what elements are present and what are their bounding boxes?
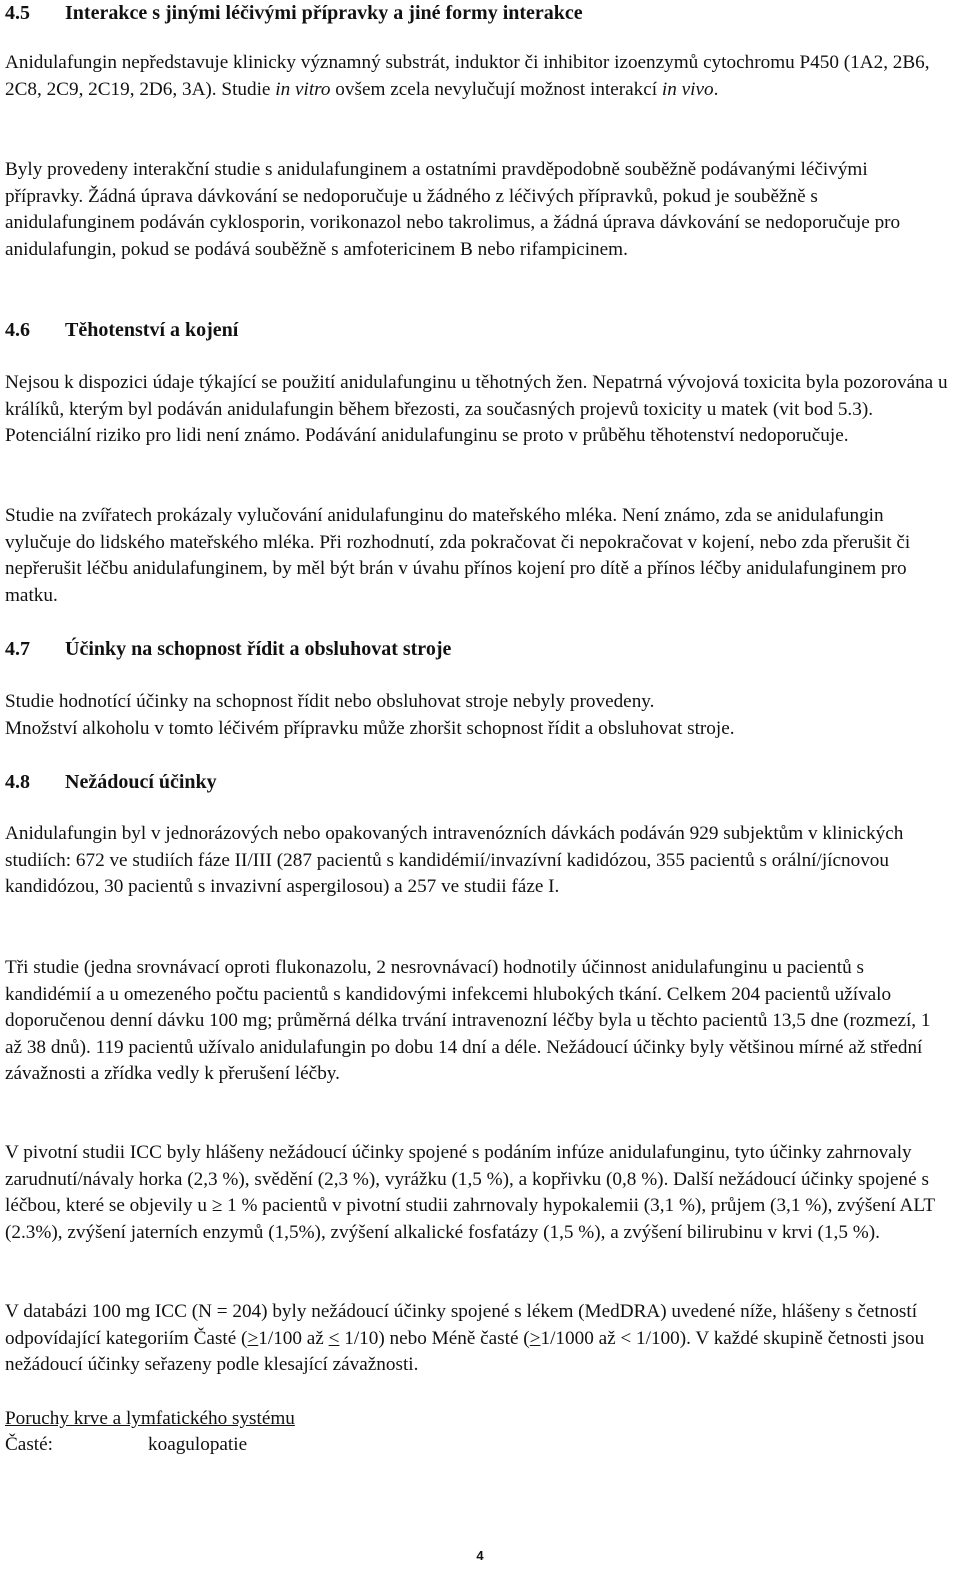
text-run: 1 % pacientů v pivotní studii zahrnovaly hypokalemii (3,1 %), průjem (3,1 %), zvýšení ALT (2.3%), zvýšení jaterních enzymů (1,5%), zvýšení alkalické fosfatázy (1,5 %), a zvýšení bilirubinu v krvi (1,5 %). — [5, 1195, 935, 1243]
paragraph-4-8-1: Anidulafungin byl v jednorázových nebo opakovaných intravenózních dávkách podáván 929 subjektům v klinických studiích: 672 ve studiích fáze II/III (287 pacientů s kandidémií/invazívní kadidózou, 355 pacientů s orální/jícnovou kandidózou, 30 pacientů s invazivní aspergilosou) a 257 ve studii fáze I. — [5, 823, 904, 897]
symbol: > — [529, 1327, 541, 1349]
section-heading-4-7 — [5, 636, 451, 662]
soc-title: Poruchy krve a lymfatického systému — [5, 1408, 295, 1429]
paragraph-4-8-4 — [5, 1299, 950, 1379]
section-title: Těhotenství a kojení — [65, 319, 239, 341]
section-title: Nežádoucí účinky — [65, 771, 217, 793]
symbol: > — [247, 1327, 259, 1349]
section-title: Účinky na schopnost řídit a obsluhovat stroje — [65, 638, 452, 660]
text-line: Studie hodnotící účinky na schopnost řídit nebo obsluhovat stroje nebyly provedeny. — [5, 691, 655, 712]
text-run: V databázi 100 mg ICC (N = 204) byly nežádoucí účinky spojené s lékem (MedDRA) uvedené níže, hlášeny s četností odpovídající kategoriím Časté ( — [5, 1301, 918, 1349]
text-run: 1/10) nebo Méně časté ( — [339, 1327, 530, 1349]
text-run: 1/1000 až < 1/100). V každé skupině četnosti jsou nežádoucí účinky seřazeny podle klesající závažnosti. — [5, 1327, 925, 1375]
paragraph-4-7-1 — [5, 689, 735, 742]
text-run: . — [713, 78, 719, 100]
section-heading-4-6 — [5, 317, 238, 343]
symbol: ≥ — [211, 1195, 223, 1216]
paragraph-4-5-1 — [5, 50, 950, 103]
text-run: 1/100 až — [258, 1327, 329, 1349]
text-run: Anidulafungin nepředstavuje klinicky významný substrát, induktor či inhibitor izoenzymů cytochromu P450 (1A2, 2B6, 2C8, 2C9, 2C19, 2D6, 3A). Studie — [5, 52, 930, 100]
section-number: 4.6 — [5, 319, 30, 341]
section-number: 4.5 — [5, 2, 30, 24]
italic-term: in vivo — [661, 78, 714, 100]
text-run: ovšem zcela nevylučují možnost interakcí — [330, 78, 662, 100]
paragraph-4-8-3 — [5, 1140, 950, 1246]
frequency-value: koagulopatie — [148, 1434, 248, 1455]
paragraph-4-5-2: Byly provedeny interakční studie s anidulafunginem a ostatními pravděpodobně souběžně podávanými léčivými přípravky. Žádná úprava dávkování se nedoporučuje u žádného z léčivých přípravků, pokud je souběžně s anidulafunginem podáván cyklosporin, vorikonazol nebo takrolimus, a žádná úprava dávkování se nedoporučuje pro anidulafungin, pokud se podává souběžně s amfotericinem B nebo rifampicinem. — [5, 159, 901, 260]
symbol: < — [328, 1327, 340, 1349]
paragraph-4-6-1: Nejsou k dispozici údaje týkající se použití anidulafunginu u těhotných žen. Nepatrná vývojová toxicita byla pozorována u králíků, kterým byl podáván anidulafungin během březosti, za současných projevů toxicity u matek (vit bod 5.3). Potenciální riziko pro lidi není známo. Podávání anidulafunginu se proto v průběhu těhotenství nedoporučuje. — [5, 372, 948, 446]
paragraph-4-6-2: Studie na zvířatech prokázaly vylučování anidulafunginu do mateřského mléka. Není známo, zda se anidulafungin vylučuje do lidského mateřského mléka. Při rozhodnutí, zda pokračovat či nepokračovat v kojení, nebo zda přerušit či nepřerušit léčbu anidulafunginem, by měl být brán v úvahu přínos kojení pro dítě a přínos léčby anidulafunginem pro matku. — [5, 505, 911, 606]
paragraph-4-8-2: Tři studie (jedna srovnávací oproti flukonazolu, 2 nesrovnávací) hodnotily účinnost anidulafunginu u pacientů s kandidémií a u omezeného počtu pacientů s kandidovými infekcemi hlubokých tkání. Celkem 204 pacientů užívalo doporučenou denní dávku 100 mg; průměrná délka trvání intravenozní léčby byla u těchto pacientů 13,5 dne (rozmezí, 1 až 38 dnů). 119 pacientů užívalo anidulafungin po dobu 14 dní a déle. Nežádoucí účinky byly většinou mírné až střední závažnosti a zřídka vedly k přerušení léčby. — [5, 957, 931, 1084]
text-run: V pivotní studii ICC byly hlášeny nežádoucí účinky spojené s podáním infúze anidulafunginu, tyto účinky zahrnovaly zarudnutí/návaly horka (2,3 %), svědění (2,3 %), vyrážku (1,5 %), a kopřivku (0,8 %). Další nežádoucí účinky spojené s léčbou, které se objevily u — [5, 1142, 929, 1216]
section-heading-4-5 — [5, 0, 583, 26]
section-title: Interakce s jinými léčivými přípravky a jiné formy interakce — [65, 2, 583, 24]
frequency-label: Časté: — [5, 1434, 53, 1455]
frequency-row — [5, 1432, 247, 1459]
italic-term: in vitro — [275, 78, 331, 100]
section-number: 4.7 — [5, 638, 30, 660]
page-number: 4 — [476, 1548, 484, 1563]
text-line: Množství alkoholu v tomto léčivém přípravku může zhoršit schopnost řídit a obsluhovat stroje. — [5, 717, 735, 739]
section-number: 4.8 — [5, 771, 30, 793]
section-heading-4-8 — [5, 769, 217, 795]
